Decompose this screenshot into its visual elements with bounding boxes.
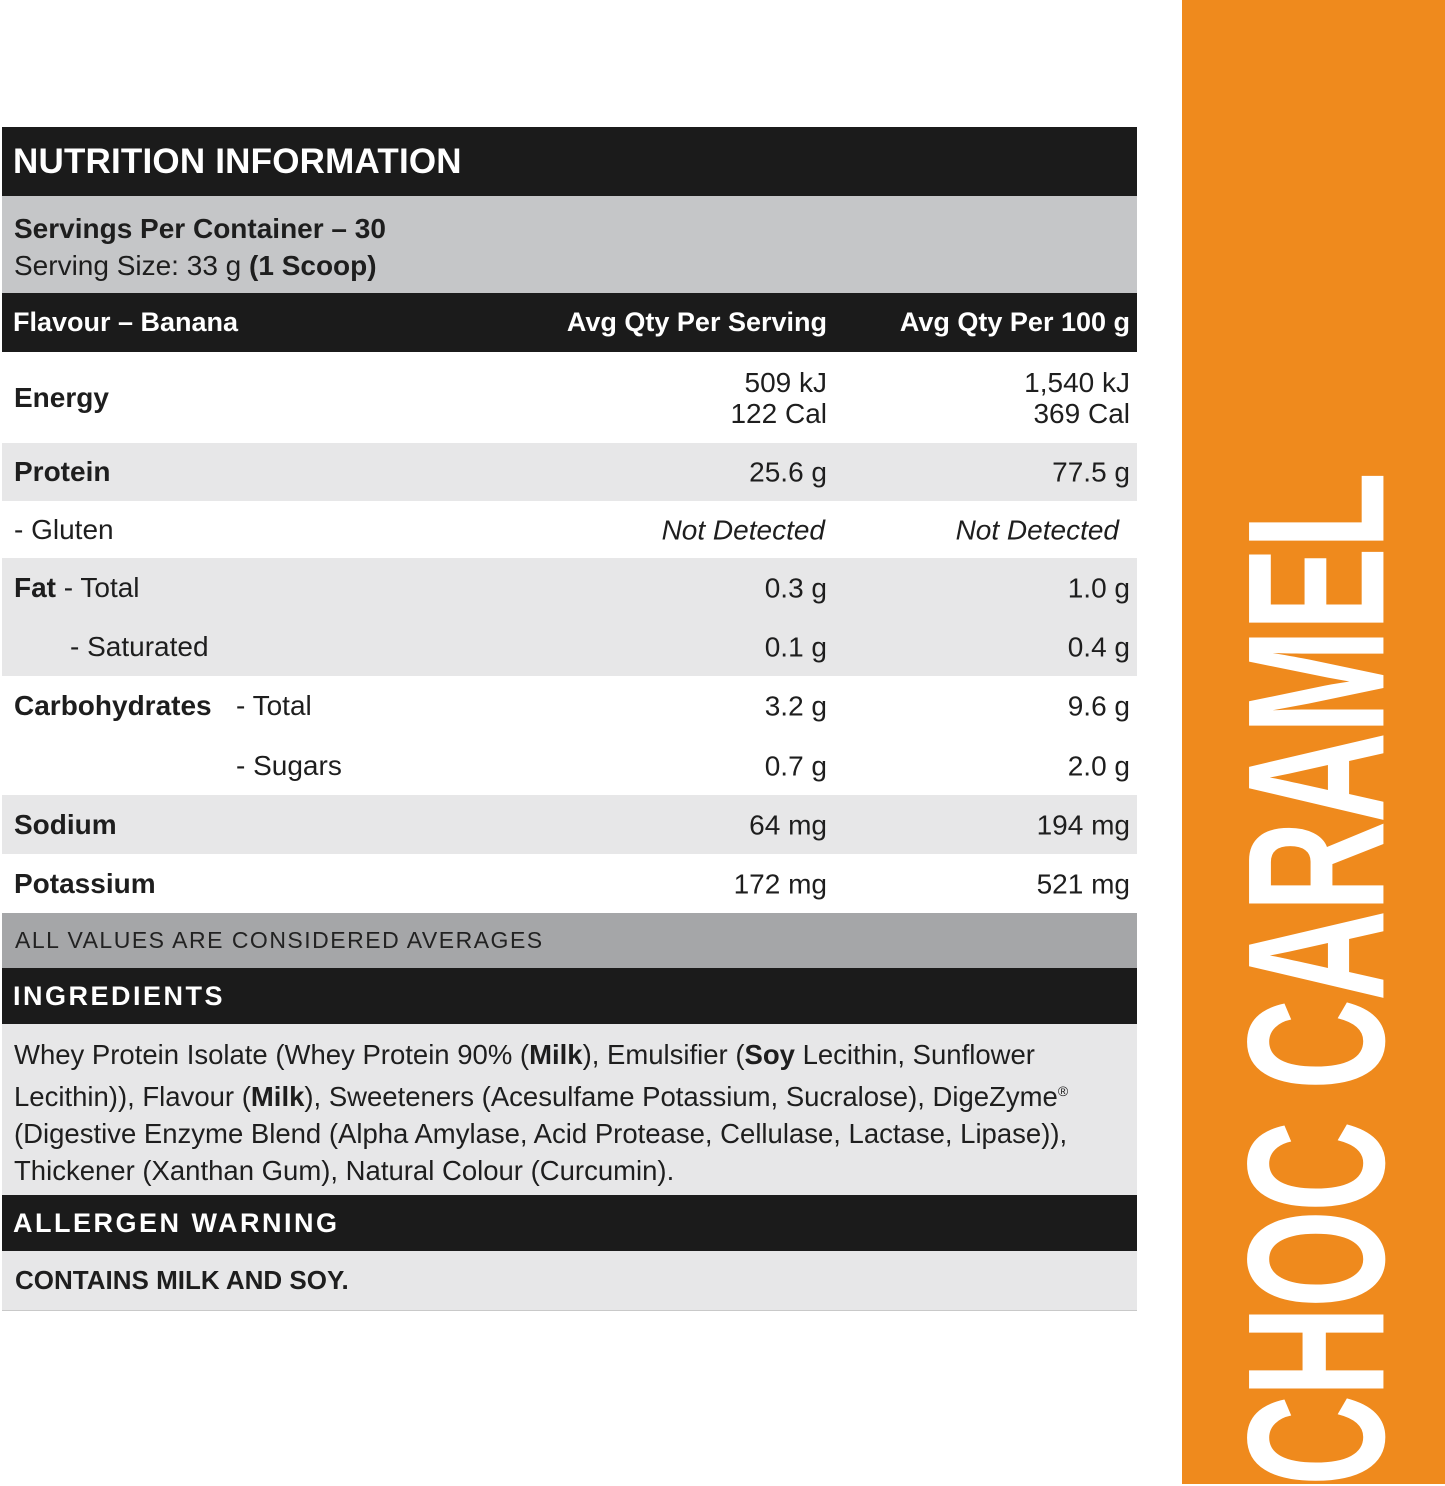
sodium-per-serving: 64 mg [749,809,827,840]
row-label [14,572,140,604]
flavour-header: Flavour – Banana [13,307,239,337]
per-100g-header: Avg Qty Per 100 g [899,307,1130,337]
ingredients-part: ), Emulsifier ( [582,1039,745,1070]
servings-info [2,196,1137,293]
carb-total-per-100g: 9.6 g [1067,690,1130,722]
row-label [14,868,156,900]
energy-label: Energy [14,381,109,413]
carb-total-label: - Total [236,690,312,721]
allergen-text: CONTAINS MILK AND SOY. [2,1251,1137,1311]
carb-total-per-serving: 3.2 g [764,690,827,722]
averages-note: ALL VALUES ARE CONSIDERED AVERAGES [2,913,1137,968]
table-row-energy [2,352,1137,443]
row-label [14,809,117,841]
carb-sugars-per-100g: 2.0 g [1067,750,1130,781]
potassium-per-100g: 521 mg [1036,868,1130,899]
energy-kj-serving: 509 kJ [744,366,827,398]
sodium-per-100g: 194 mg [1036,809,1130,840]
fat-total-label: - Total [56,571,140,603]
table-row-sodium [2,795,1137,854]
energy-per-100g [1024,367,1130,429]
ingredients-part: (Digestive Enzyme Blend (Alpha Amylase, Acid Protease, Cellulase, Lactase, Lipase)), Thickener (Xanthan Gum), Natural Colour (Curcumin). [14,1118,1068,1187]
serving-size-value: Serving Size: 33 g [14,250,250,281]
protein-label: Protein [14,456,111,487]
potassium-label: Potassium [14,867,156,899]
fat-saturated-per-serving: 0.1 g [764,631,827,662]
carb-label: Carbohydrates [14,690,212,721]
allergen-soy: Soy [744,1039,795,1070]
serving-size-scoop: (1 Scoop) [249,250,377,281]
energy-cal-100g: 369 Cal [1033,397,1130,429]
allergen-milk: Milk [529,1039,583,1070]
serving-size [14,247,1137,284]
energy-kj-100g: 1,540 kJ [1024,366,1130,398]
table-row-protein [2,443,1137,501]
ingredients-part: Whey Protein Isolate (Whey Protein 90% ( [14,1039,530,1070]
row-label [14,456,110,488]
energy-cal-serving: 122 Cal [730,397,827,429]
table-row-carb-total [2,676,1137,736]
allergen-milk: Milk [250,1081,305,1113]
allergen-heading: ALLERGEN WARNING [2,1195,1137,1251]
servings-per-container: Servings Per Container – 30 [14,213,386,244]
flavour-banner: CHOC CARAMEL [1206,474,1426,1486]
fat-saturated-per-100g: 0.4 g [1067,631,1130,662]
carb-sugars-per-serving: 0.7 g [764,750,827,781]
registered-mark: ® [1057,1083,1069,1099]
table-row-fat-total [2,558,1137,617]
table-row-carb-sugars [2,736,1137,795]
gluten-per-serving: Not Detected [661,514,825,545]
energy-per-serving [730,367,827,429]
fat-total-per-serving: 0.3 g [764,572,827,603]
carb-sugars-label: - Sugars [236,749,342,781]
ingredients-part: Lecithin, Sunflower Lecithin)), Flavour ( [14,1039,1035,1113]
table-row-gluten [2,501,1137,558]
table-row-fat-saturated [2,617,1137,676]
fat-saturated-label: - Saturated [70,630,209,662]
row-label [14,382,109,414]
fat-total-per-100g: 1.0 g [1067,572,1130,603]
row-label [14,690,212,722]
ingredients-part: ), Sweeteners (Acesulfame Potassium, Sucralose), DigeZyme [304,1081,1058,1113]
fat-label: Fat [14,571,56,603]
sodium-label: Sodium [14,808,117,840]
nutrition-panel [2,127,1137,1311]
per-serving-header: Avg Qty Per Serving [566,307,827,337]
gluten-per-100g: Not Detected [955,514,1119,545]
table-header [2,293,1137,352]
table-row-potassium [2,854,1137,913]
panel-title: NUTRITION INFORMATION [2,127,1137,196]
protein-per-serving: 25.6 g [749,456,827,488]
protein-per-100g: 77.5 g [1052,456,1130,488]
ingredients-heading: INGREDIENTS [2,968,1137,1024]
gluten-label: - Gluten [14,513,114,545]
potassium-per-serving: 172 mg [733,868,827,899]
ingredients-text [2,1024,1137,1195]
